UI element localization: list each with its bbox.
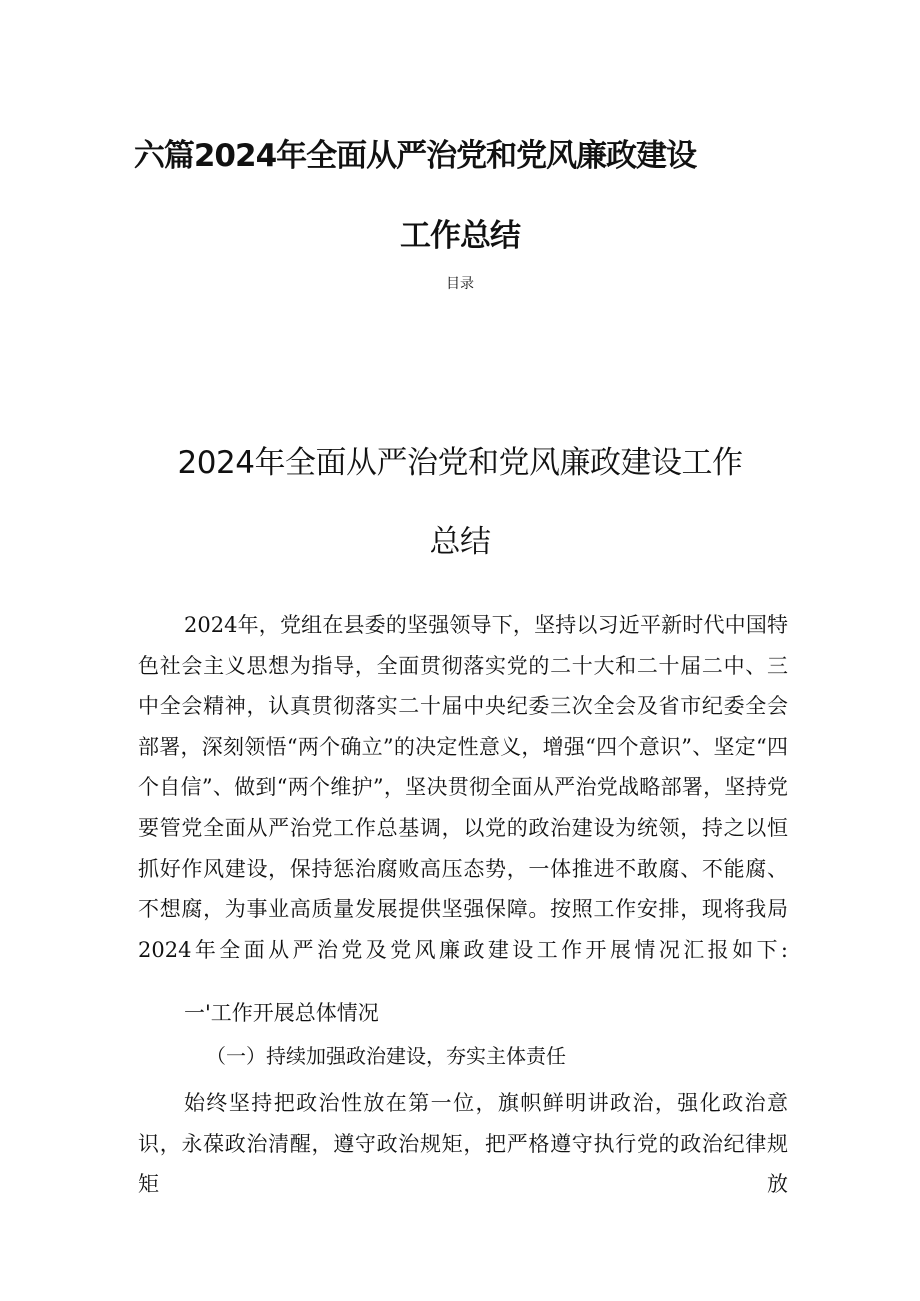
intro-paragraph: 2024年，党组在县委的坚强领导下，坚持以习近平新时代中国特色社会主义思想为指导，全面贯彻落实党的二十大和二十届二中、三中全会精神，认真贯彻落实二十届中央纪委三次全会及省市纪委全会部署，深刻领悟“两个确立”的决定性意义，增强“四个意识”、坚定“四个自信”、做到“两个维护”，坚决贯彻全面从严治党战略部署，坚持党要管党全面从严治党工作总基调，以党的政治建设为统领，持之以恒抓好作风建设，保持惩治腐败高压态势，一体推进不敢腐、不能腐、不想腐，为事业高质量发展提供坚强保障。按照工作安排，现将我局2024年全面从严治党及党风廉政建设工作开展情况汇报如下:: [138, 613, 788, 962]
document-title-line-1: 六篇2024年全面从严治党和党风廉政建设: [133, 138, 697, 174]
political-paragraph-block: [138, 1083, 788, 1205]
heading-overall-situation: 一'工作开展总体情况: [184, 1001, 379, 1025]
political-paragraph: 始终坚持把政治性放在第一位，旗帜鲜明讲政治，强化政治意识，永葆政治清醒，遵守政治规矩，把严格遵守执行党的政治纪律规矩放: [138, 1091, 788, 1197]
subheading-political-construction: （一）持续加强政治建设，夯实主体责任: [206, 1044, 566, 1068]
section-title-line-1: 2024年全面从严治党和党风廉政建设工作: [177, 445, 743, 481]
table-of-contents-label: 目录: [446, 276, 474, 292]
intro-paragraph-block: [138, 605, 788, 970]
document-title-line-2: 工作总结: [400, 218, 520, 254]
section-title-line-2: 总结: [429, 524, 491, 560]
